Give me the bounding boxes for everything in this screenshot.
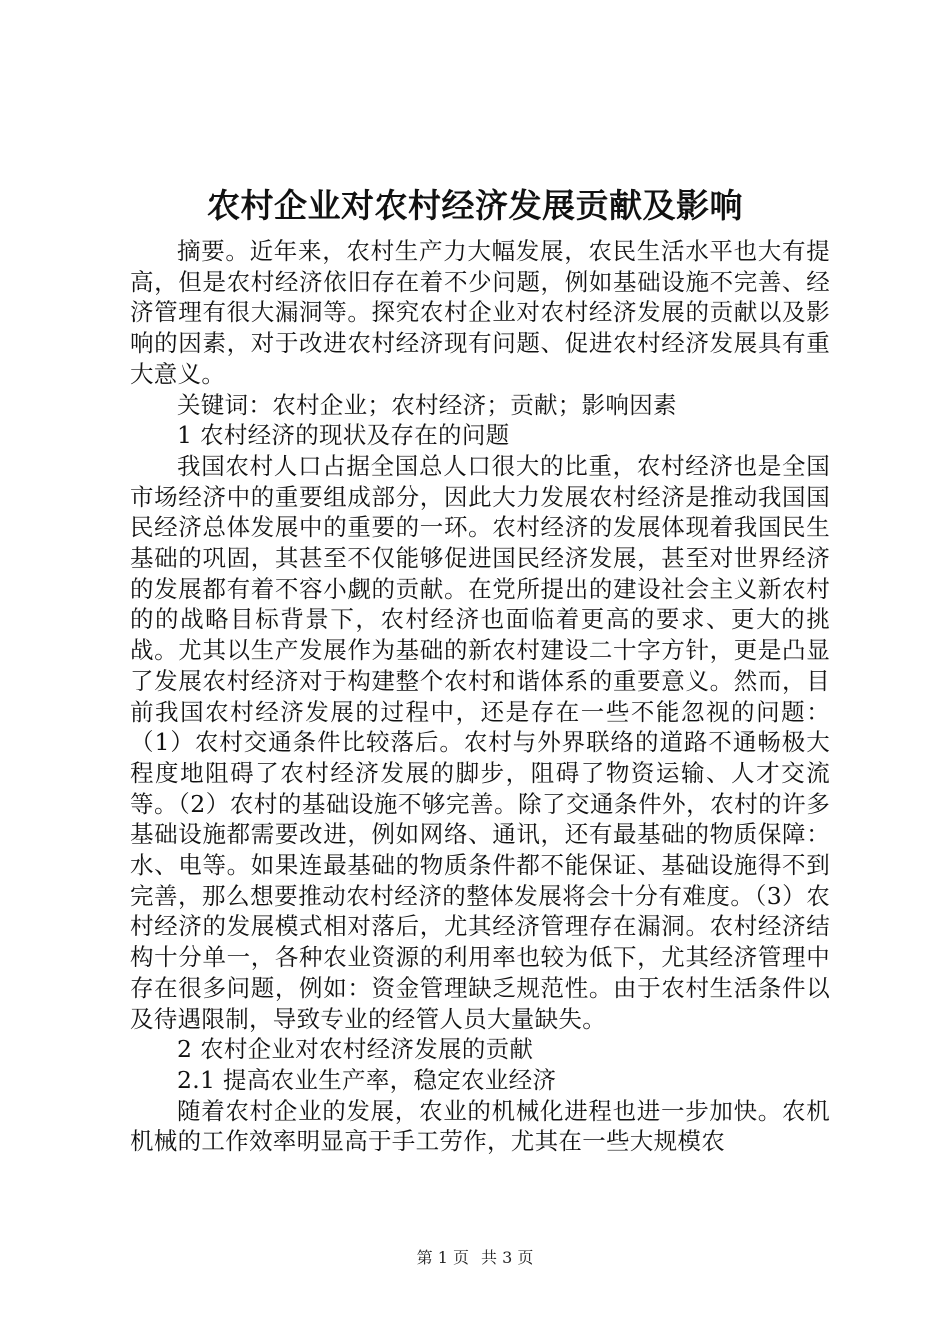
page-total: 共 3 页 [481, 1248, 534, 1267]
section-heading-2: 2 农村企业对农村经济发展的贡献 [177, 1035, 534, 1064]
document-title: 农村企业对农村经济发展贡献及影响 [207, 186, 743, 225]
document-body [130, 236, 830, 1157]
page-footer [0, 1245, 950, 1268]
subsection-heading-2-1: 2.1 提高农业生产率，稳定农业经济 [177, 1065, 557, 1094]
keywords-paragraph: 关键词：农村企业；农村经济；贡献；影响因素 [177, 390, 677, 419]
section-heading-1: 1 农村经济的现状及存在的问题 [177, 421, 510, 450]
abstract-paragraph: 摘要。近年来，农村生产力大幅发展，农民生活水平也大有提高，但是农村经济依旧存在着不少问题，例如基础设施不完善、经济管理有很大漏洞等。探究农村企业对农村经济发展的贡献以及影响的因素，对于改进农村经济现有问题、促进农村经济发展具有重大意义。 [130, 237, 830, 388]
body-paragraph: 我国农村人口占据全国总人口很大的比重，农村经济也是全国市场经济中的重要组成部分，因此大力发展农村经济是推动我国国民经济总体发展中的重要的一环。农村经济的发展体现着我国民生基础的巩固，其甚至不仅能够促进国民经济发展，甚至对世界经济的发展都有着不容小觑的贡献。在党所提出的建设社会主义新农村的的战略目标背景下，农村经济也面临着更高的要求、更大的挑战。尤其以生产发展作为基础的新农村建设二十字方针，更是凸显了发展农村经济对于构建整个农村和谐体系的重要意义。然而，目前我国农村经济发展的过程中，还是存在一些不能忽视的问题：（1）农村交通条件比较落后。农村与外界联络的道路不通畅极大程度地阻碍了农村经济发展的脚步，阻碍了物资运输、人才交流等。（2）农村的基础设施不够完善。除了交通条件外，农村的许多基础设施都需要改进，例如网络、通讯，还有最基础的物质保障：水、电等。如果连最基础的物质条件都不能保证、基础设施得不到完善，那么想要推动农村经济的整体发展将会十分有难度。（3）农村经济的发展模式相对落后，尤其经济管理存在漏洞。农村经济结构十分单一，各种农业资源的利用率也较为低下，尤其经济管理中存在很多问题，例如：资金管理缺乏规范性。由于农村生活条件以及待遇限制，导致专业的经管人员大量缺失。 [130, 451, 830, 1033]
body-paragraph: 随着农村企业的发展，农业的机械化进程也进一步加快。农机机械的工作效率明显高于手工劳作，尤其在一些大规模农 [130, 1096, 830, 1156]
page-number: 第 1 页 [416, 1248, 469, 1267]
